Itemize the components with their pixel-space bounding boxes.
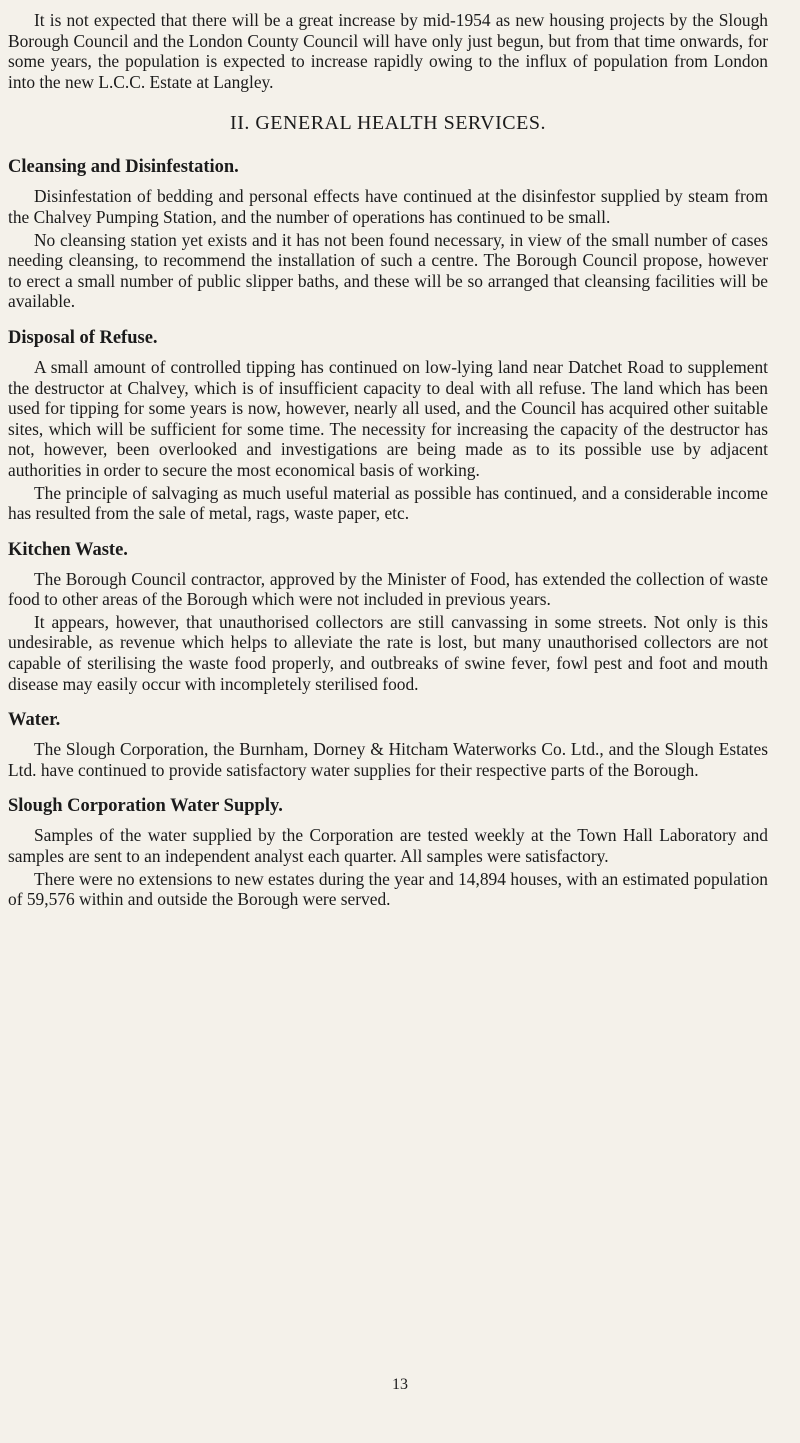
section-heading-cleansing: Cleansing and Disinfestation.	[8, 157, 239, 178]
paragraph: A small amount of controlled tipping has continued on low-lying land near Datchet Road to supplement the destructor at Chalvey, which is of insufficient capacity to deal with all refuse. The land which has been used for tipping for some years is now, however, nearly all used, and the Council has acquired other suitable sites, which will be sufficient for some time. The necessity for increasing the capacity of the destructor has not, however, been overlooked and investigations are being made as to its possible use by adjacent authorities in order to secure the most economical basis of working.	[8, 356, 768, 480]
page-number: 13	[392, 1376, 408, 1393]
paragraph: There were no extensions to new estates during the year and 14,894 houses, with an estimated population of 59,576 within and outside the Borough were served.	[8, 868, 768, 910]
paragraph: Disinfestation of bedding and personal effects have continued at the disinfestor supplied by steam from the Chalvey Pumping Station, and the number of operations has continued to be small.	[8, 186, 768, 227]
paragraph: The Slough Corporation, the Burnham, Dorney & Hitcham Waterworks Co. Ltd., and the Slough Estates Ltd. have continued to provide satisfactory water supplies for their respective parts of the Borough.	[8, 739, 768, 780]
paragraph: Samples of the water supplied by the Corporation are tested weekly at the Town Hall Laboratory and samples are sent to an independent analyst each quarter. All samples were satisfactory.	[8, 825, 768, 867]
section-heading-kitchen-waste: Kitchen Waste.	[8, 539, 128, 560]
intro-paragraph: It is not expected that there will be a great increase by mid-1954 as new housing projects by the Slough Borough Council and the London County Council will have only just begun, but from that time onwards, for some years, the population is expected to increase rapidly owing to the influx of population from London into the new L.C.C. Estate at Langley.	[8, 10, 768, 92]
section-heading-refuse: Disposal of Refuse.	[8, 327, 158, 348]
paragraph: The principle of salvaging as much useful material as possible has continued, and a considerable income has resulted from the sale of metal, rags, waste paper, etc.	[8, 482, 768, 524]
paragraph: The Borough Council contractor, approved by the Minister of Food, has extended the collection of waste food to other areas of the Borough which were not included in previous years.	[8, 568, 768, 610]
main-heading: II. GENERAL HEALTH SERVICES.	[230, 112, 546, 135]
section-heading-water-supply: Slough Corporation Water Supply.	[8, 796, 283, 817]
section-heading-water: Water.	[8, 710, 61, 731]
paragraph: It appears, however, that unauthorised collectors are still canvassing in some streets. Not only is this undesirable, as revenue which helps to alleviate the rate is lost, but many unauthorised collectors are not capable of sterilising the waste food properly, and outbreaks of swine fever, fowl pest and foot and mouth disease may easily occur with incompletely sterilised food.	[8, 611, 768, 694]
paragraph: No cleansing station yet exists and it has not been found necessary, in view of the small number of cases needing cleansing, to recommend the installation of such a centre. The Borough Council propose, however to erect a small number of public slipper baths, and these will be so arranged that cleansing facilities will be available.	[8, 229, 768, 312]
